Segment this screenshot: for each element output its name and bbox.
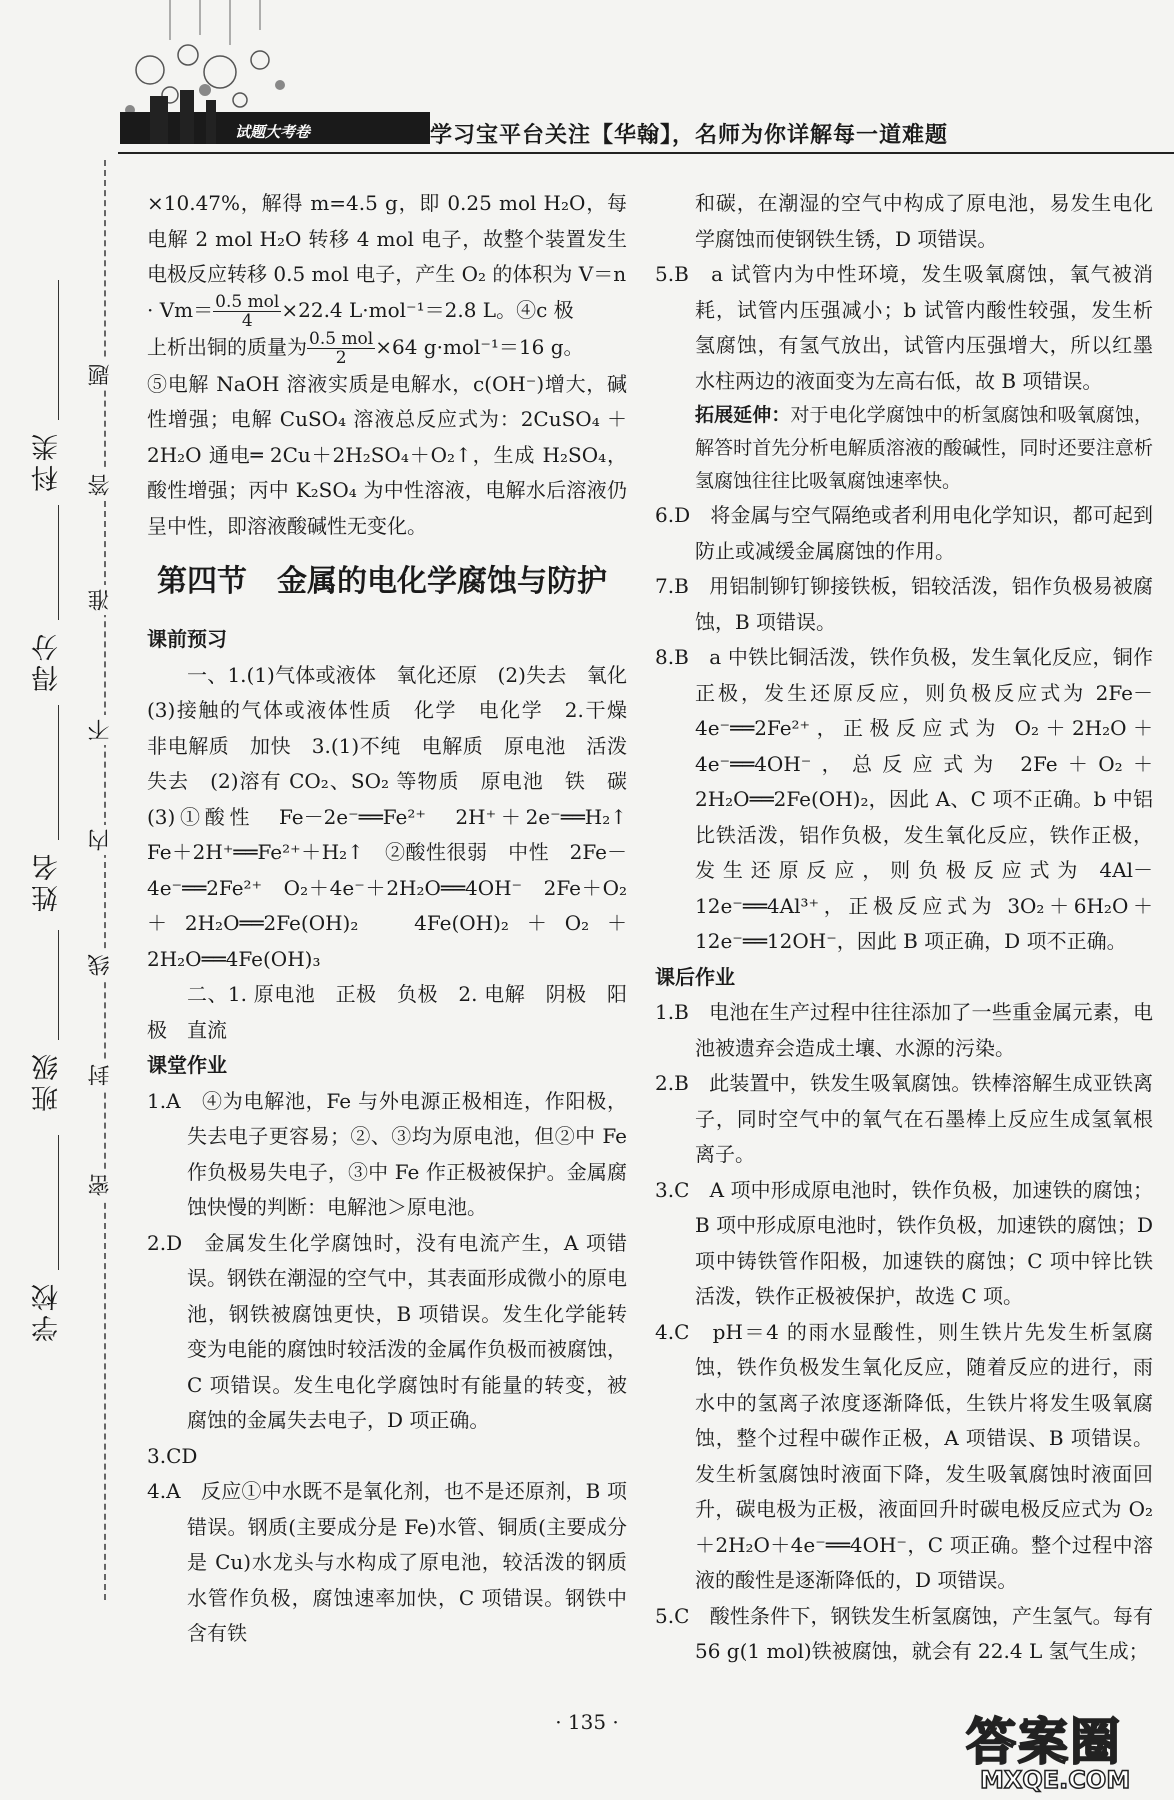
answer-item: 4.A 反应①中水既不是氧化剂，也不是还原剂，B 项错误。钢质(主要成分是 Fe)水管、铜质(主要成分是 Cu)水龙头与水构成了原电池，较活泼的钢质水管作负极，腐蚀速率加快，C 项错误。钢铁中含有铁 (147, 1479, 627, 1645)
formula-text: · Vm＝ (147, 297, 214, 322)
answer-item: 5.B a 试管内为中性环境，发生吸氧腐蚀，氧气被消耗，试管内压强减小；b 试管内酸性较强，发生析氢腐蚀，有氢气放出，试管内压强增大，所以红墨水柱两边的液面变为左高右低，故 B 项错误。 (655, 262, 1153, 393)
binding-margin (0, 160, 120, 1600)
answer-item: 1.A ④为电解池，Fe 与外电源正极相连，作阳极，失去电子更容易；②、③均为原电池，但②中 Fe 作负极易失电子，③中 Fe 作正极被保护。金属腐蚀快慢的判断：电解池＞原电池。 (147, 1088, 627, 1219)
seal-char: 答 (85, 470, 116, 500)
seal-char: 内 (85, 825, 116, 855)
field-line-class[interactable] (58, 930, 59, 1040)
field-label-score: 得分 (32, 630, 63, 692)
answer-item: 2.D 金属发生化学腐蚀时，没有电流产生，A 项错误。钢铁在潮湿的空气中，其表面形成微小的原电池，钢铁被腐蚀更快，B 项错误。发生化学能转变为电能的腐蚀时较活泼的金属作负极而被腐蚀，C 项错误。发生电化学腐蚀时有能量的转变，被腐蚀的金属失去电子，D 项正确。 (147, 1230, 627, 1432)
watermark-logo (960, 1700, 1160, 1796)
answer-item: 8.B a 中铁比铜活泼，铁作负极，发生氧化反应，铜作正极，发生还原反应，则负极反应式为 2Fe－4e⁻══2Fe²⁺，正极反应式为 O₂＋2H₂O＋4e⁻══4OH⁻，总反应式为 2Fe＋O₂＋2H₂O══2Fe(OH)₂，因此 A、C 项不正确。b 中铝比铁活泼，铝作负极，发生氧化反应，铁作正极，发生还原反应，则负极反应式为 4Al－12e⁻══4Al³⁺，正极反应式为 3O₂＋6H₂O＋12e⁻══12OH⁻，因此 B 项正确，D 项不正确。 (655, 645, 1153, 953)
page-number: · 135 · (555, 1710, 619, 1734)
field-line-score[interactable] (58, 505, 59, 620)
field-label-class: 班级 (32, 1050, 63, 1112)
fraction (213, 293, 281, 330)
field-label-name: 姓名 (32, 850, 63, 912)
seal-char: 题 (85, 360, 116, 390)
answer-paragraph: ⑤电解 NaOH 溶液实质是电解水，c(OH⁻)增大，碱性增强；电解 CuSO₄ 溶液总反应式为：2CuSO₄ ＋2H₂O 通电═ 2Cu＋2H₂SO₄＋O₂↑，生成 H₂SO₄，酸性增强；丙中 K₂SO₄ 为中性溶液，电解水后溶液仍呈中性，即溶液酸碱性无变化。 (147, 371, 627, 538)
answer-item: 2.B 此装置中，铁发生吸氧腐蚀。铁棒溶解生成亚铁离子，同时空气中的氧气在石墨棒上反应生成氢氧根离子。 (655, 1071, 1153, 1166)
watermark-url: MXQE.COM (980, 1766, 1131, 1794)
answer-paragraph (147, 330, 627, 367)
answer-item: 5.C 酸性条件下，钢铁发生析氢腐蚀，产生氢气。每有 56 g(1 mol)铁被腐蚀，就会有 22.4 L 氢气生成； (655, 1603, 1153, 1663)
header-tagline: 学习宝平台关注【华翰】，名师为你详解每一道难题 (430, 123, 949, 148)
page-header (0, 0, 1174, 160)
right-column (655, 186, 1153, 1670)
formula-text: ×64 g·mol⁻¹＝16 g。 (375, 334, 584, 359)
fraction-numerator: 0.5 mol (215, 291, 280, 312)
answer-paragraph: ×10.47%，解得 m=4.5 g，即 0.25 mol H₂O，每电解 2 mol H₂O 转移 4 mol 电子，故整个装置发生电极反应转移 0.5 mol 电子，产生 O₂ 的体积为 V＝n (147, 191, 627, 286)
answer-paragraph: 和碳，在潮湿的空气中构成了原电池，易发生电化学腐蚀而使钢铁生锈，D 项错误。 (695, 191, 1153, 251)
answer-item: 3.CD (147, 1443, 198, 1468)
formula-text: 上析出铜的质量为 (147, 334, 307, 359)
field-line-school[interactable] (58, 1135, 59, 1270)
fraction-denominator: 4 (241, 310, 253, 331)
fraction (307, 330, 375, 367)
answer-item: 3.C A 项中形成原电池时，铁作负极，加速铁的腐蚀；B 项中形成原电池时，铁作负极，加速铁的腐蚀；D 项中铸铁管作阳极，加速铁的腐蚀；C 项中锌比铁活泼，铁作正极被保护，故选 C 项。 (655, 1177, 1153, 1308)
field-label-school: 学校 (32, 1280, 63, 1342)
answer-paragraph (147, 293, 627, 330)
answer-paragraph: 一、1.(1)气体或液体 氧化还原 (2)失去 氧化 (3)接触的气体或液体性质 化学 电化学 2.干燥 非电解质 加快 3.(1)不纯 电解质 原电池 活泼 失去 (2)溶有 CO₂、SO₂ 等物质 原电池 铁 碳 (3)①酸性 Fe－2e⁻══Fe²⁺ 2H⁺＋2e⁻══H₂↑ Fe＋2H⁺══Fe²⁺＋H₂↑ ②酸性很弱 中性 2Fe－4e⁻══2Fe²⁺ O₂＋4e⁻＋2H₂O══4OH⁻ 2Fe＋O₂＋2H₂O══2Fe(OH)₂ 4Fe(OH)₂＋O₂＋2H₂O══4Fe(OH)₃ (147, 662, 647, 971)
formula-text: ×22.4 L·mol⁻¹＝2.8 L。④c 极 (281, 297, 574, 322)
series-name: 试题大考卷 (235, 123, 311, 141)
seal-char: 封 (85, 1060, 116, 1090)
field-line-name[interactable] (58, 705, 59, 840)
extension-label: 拓展延伸： (695, 404, 791, 426)
watermark-logo-text: 答案圈 (966, 1713, 1122, 1771)
seal-char: 不 (85, 715, 116, 745)
extension-text: 对于电化学腐蚀中的析氢腐蚀和吸氧腐蚀，解答时首先分析电解质溶液的酸碱性，同时还要注意析氢腐蚀往往比吸氧腐蚀速率快。 (695, 404, 1153, 492)
field-label-subject: 科类 (32, 430, 63, 492)
answer-item: 7.B 用铝制铆钉铆接铁板，铝较活泼，铝作负极易被腐蚀，B 项错误。 (655, 574, 1153, 634)
answer-item: 1.B 电池在生产过程中往往添加了一些重金属元素，电池被遗弃会造成土壤、水源的污染。 (655, 1000, 1153, 1060)
header-rule (118, 152, 1174, 154)
seal-char: 准 (85, 585, 116, 615)
left-column (147, 186, 647, 1652)
answer-item: 4.C pH＝4 的雨水显酸性，则生铁片先发生析氢腐蚀，铁作负极发生氧化反应，随着反应的进行，雨水中的氢离子浓度逐渐降低，生铁片将发生吸氧腐蚀，整个过程中碳作正极，A 项错误、B 项错误。发生析氢腐蚀时液面下降，发生吸氧腐蚀时液面回升，碳电极为正极，液面回升时碳电极反应式为 O₂＋2H₂O＋4e⁻══4OH⁻，C 项正确。整个过程中溶液的酸性是逐渐降低的，D 项错误。 (655, 1319, 1153, 1592)
extension-note (655, 399, 1153, 498)
answer-paragraph: 二、1. 原电池 正极 负极 2. 电解 阴极 阳极 直流 (147, 982, 627, 1042)
subheading-classwork: 课堂作业 (147, 1053, 227, 1077)
fraction-numerator: 0.5 mol (309, 328, 374, 349)
answer-item: 6.D 将金属与空气隔绝或者利用电化学知识，都可起到防止或减缓金属腐蚀的作用。 (655, 503, 1153, 563)
seal-char: 线 (85, 950, 116, 980)
seal-char: 密 (85, 1170, 116, 1200)
field-line-subject[interactable] (58, 280, 59, 420)
fraction-denominator: 2 (335, 347, 347, 368)
subheading-homework: 课后作业 (655, 964, 735, 989)
subheading-preview: 课前预习 (147, 627, 227, 651)
section-title: 第四节 金属的电化学腐蚀与防护 (157, 564, 607, 599)
